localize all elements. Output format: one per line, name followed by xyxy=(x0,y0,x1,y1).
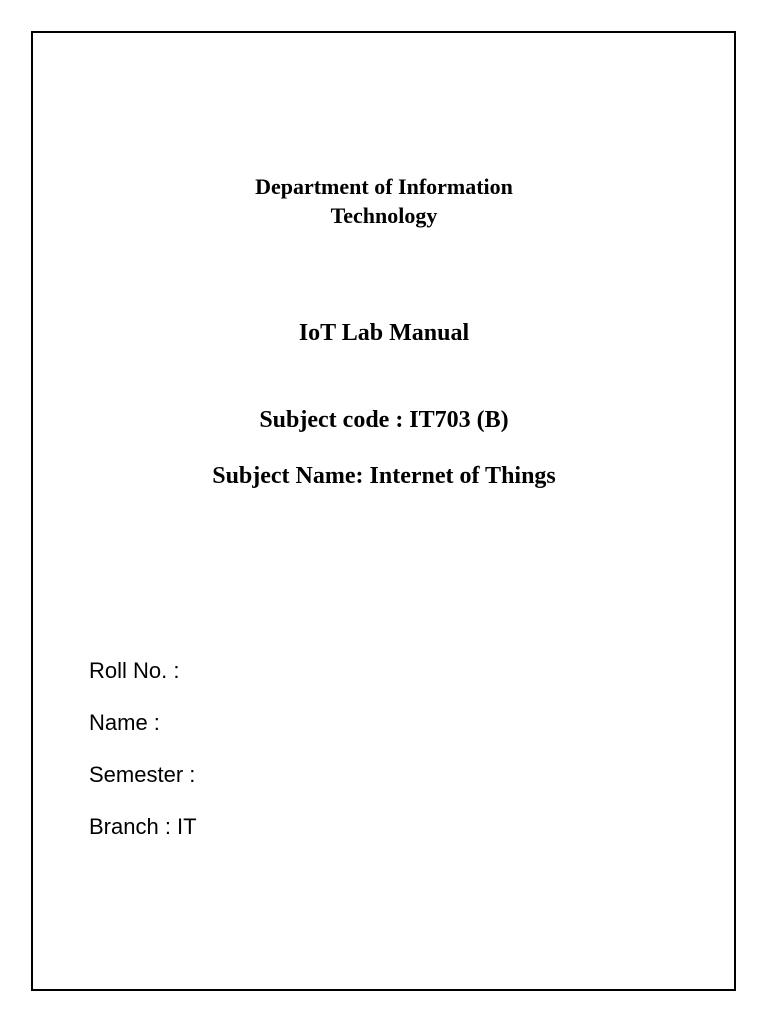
department-line-1: Department of Information xyxy=(255,174,513,199)
subject-name: Subject Name: Internet of Things xyxy=(212,463,556,489)
student-details xyxy=(89,656,197,864)
manual-title: IoT Lab Manual xyxy=(298,320,470,346)
semester-field: Semester : xyxy=(89,762,196,787)
branch-field: Branch : IT xyxy=(89,814,197,839)
subject-code: Subject code : IT703 (B) xyxy=(259,407,509,433)
department-line-2: Technology xyxy=(330,203,438,228)
name-field: Name : xyxy=(89,710,160,735)
roll-no-field: Roll No. : xyxy=(89,658,180,683)
department-heading xyxy=(0,172,768,230)
